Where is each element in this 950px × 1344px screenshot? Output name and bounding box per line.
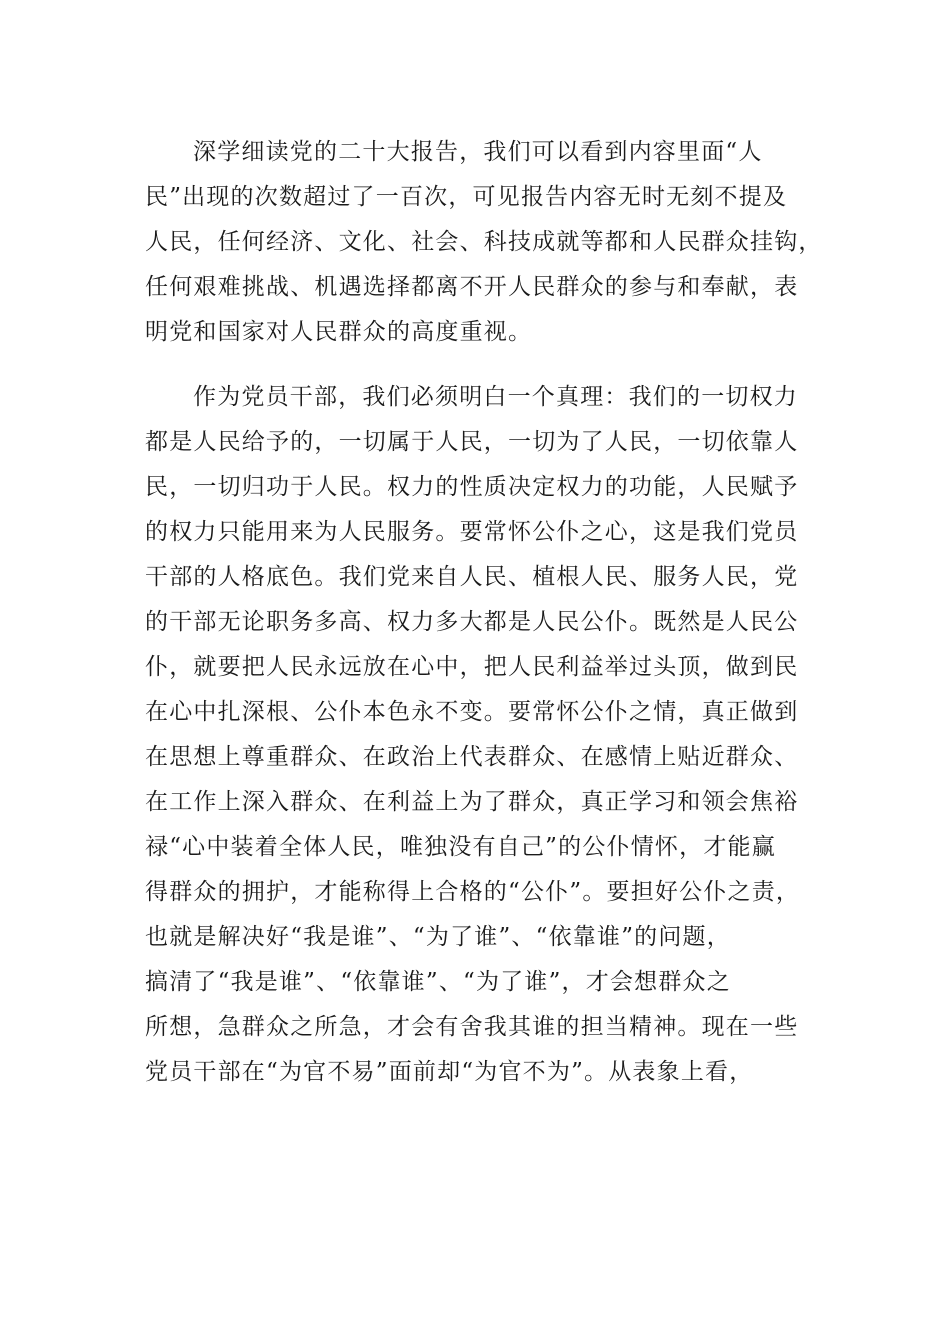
- text-line: 得群众的拥护，才能称得上合格的“公仆”。要担好公仆之责，: [145, 879, 801, 905]
- text-line: 干部的人格底色。我们党来自人民、植根人民、服务人民，党: [145, 564, 799, 590]
- text-line: 的权力只能用来为人民服务。要常怀公仆之心，这是我们党员: [145, 519, 799, 545]
- text-line: 民，一切归功于人民。权力的性质决定权力的功能，人民赋予: [145, 474, 799, 500]
- text-line: 民”出现的次数超过了一百次，可见报告内容无时无刻不提及: [145, 184, 788, 210]
- text-line: 作为党员干部，我们必须明白一个真理：我们的一切权力: [193, 384, 798, 410]
- text-line: 仆，就要把人民永远放在心中，把人民利益举过头顶，做到民: [145, 654, 799, 680]
- text-line: 人民，任何经济、文化、社会、科技成就等都和人民群众挂钩，: [145, 229, 823, 255]
- text-line: 也就是解决好“我是谁”、“为了谁”、“依靠谁”的问题，: [145, 924, 731, 950]
- text-line: 搞清了“我是谁”、“依靠谁”、“为了谁”，才会想群众之: [145, 969, 731, 995]
- text-line: 所想，急群众之所急，才会有舍我其谁的担当精神。现在一些: [145, 1014, 799, 1040]
- text-line: 任何艰难挑战、机遇选择都离不开人民群众的参与和奉献，表: [145, 274, 799, 300]
- text-line: 明党和国家对人民群众的高度重视。: [145, 319, 533, 345]
- text-line: 党员干部在“为官不易”面前却“为官不为”。从表象上看，: [145, 1059, 754, 1085]
- document-body: [145, 130, 823, 1095]
- text-line: 都是人民给予的，一切属于人民，一切为了人民，一切依靠人: [145, 429, 799, 455]
- text-line: 禄“心中装着全体人民，唯独没有自己”的公仆情怀，才能赢: [145, 834, 776, 860]
- text-line: 的干部无论职务多高、权力多大都是人民公仆。既然是人民公: [145, 609, 799, 635]
- paragraph-2: [145, 375, 805, 1095]
- text-line: 在心中扎深根、公仆本色永不变。要常怀公仆之情，真正做到: [145, 699, 799, 725]
- text-line: 在工作上深入群众、在利益上为了群众，真正学习和领会焦裕: [145, 789, 799, 815]
- paragraph-1: [145, 130, 823, 355]
- text-line: 深学细读党的二十大报告，我们可以看到内容里面“人: [193, 139, 763, 165]
- text-line: 在思想上尊重群众、在政治上代表群众、在感情上贴近群众、: [145, 744, 799, 770]
